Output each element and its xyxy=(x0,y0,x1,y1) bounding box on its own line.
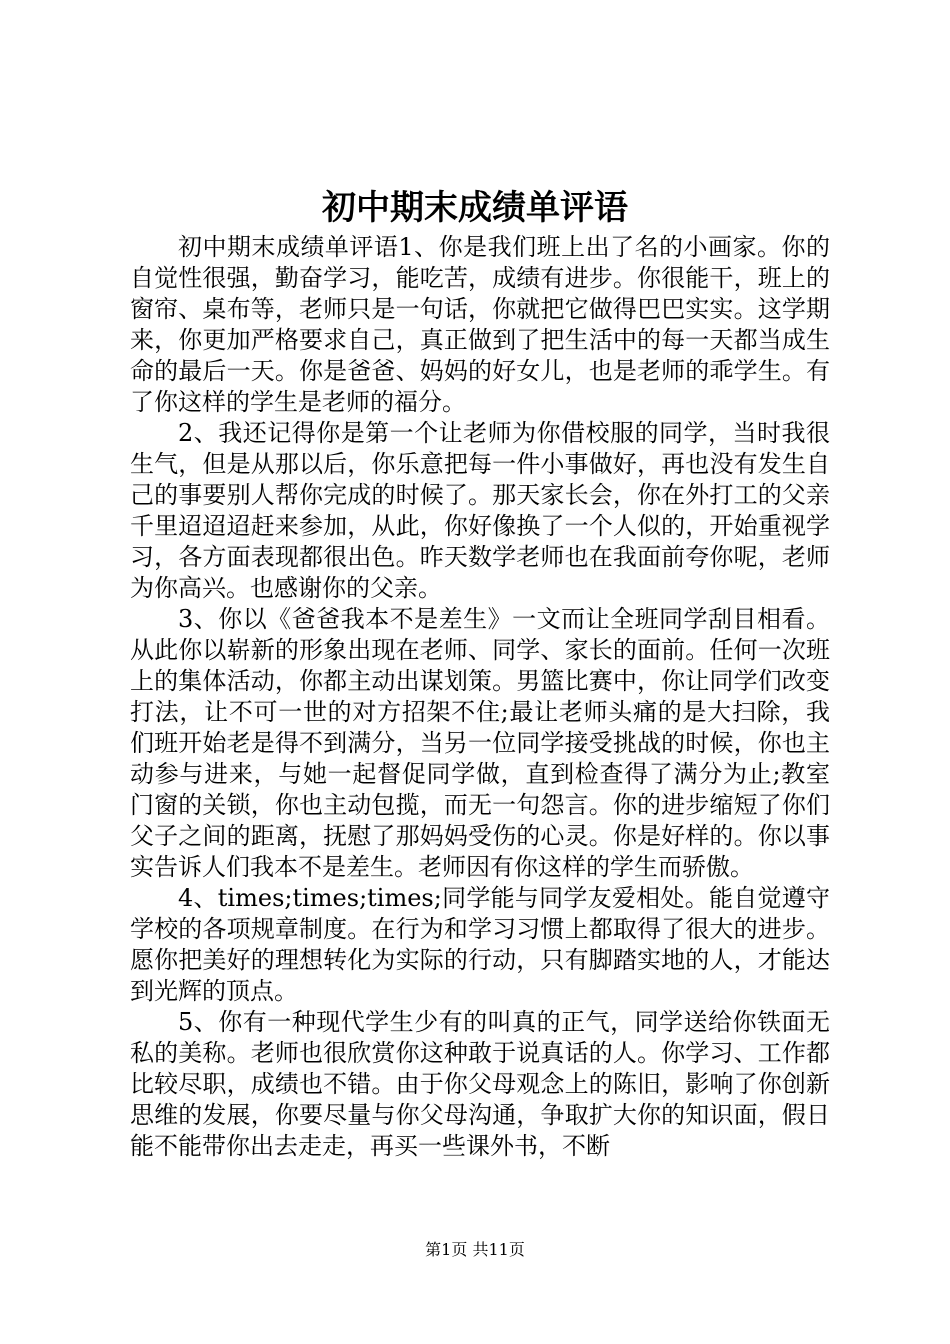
page-total: 共11页 xyxy=(472,1240,525,1259)
paragraph-5: 5、你有一种现代学生少有的叫真的正气，同学送给你铁面无私的美称。老师也很欣赏你这种敢于说真话的人。你学习、工作都比较尽职，成绩也不错。由于你父母观念上的陈旧，影响了你创新思维的发展，你要尽量与你父母沟通，争取扩大你的知识面，假日能不能带你出去走走，再买一些课外书，不断 xyxy=(130,1008,830,1160)
paragraph-4: 4、times;times;times;同学能与同学友爱相处。能自觉遵守学校的各项规章制度。在行为和学习习惯上都取得了很大的进步。愿你把美好的理想转化为实际的行动，只有脚踏实地的人，才能达到光辉的顶点。 xyxy=(130,884,830,1005)
document-title: 初中期末成绩单评语 xyxy=(322,188,628,228)
paragraph-1: 初中期末成绩单评语1、你是我们班上出了名的小画家。你的自觉性很强，勤奋学习，能吃苦，成绩有进步。你很能干，班上的窗帘、桌布等，老师只是一句话，你就把它做得巴巴实实。这学期来，你更加严格要求自己，真正做到了把生活中的每一天都当成生命的最后一天。你是爸爸、妈妈的好女儿，也是老师的乖学生。有了你这样的学生是老师的福分。 xyxy=(130,233,830,416)
paragraph-2: 2、我还记得你是第一个让老师为你借校服的同学，当时我很生气，但是从那以后，你乐意把每一件小事做好，再也没有发生自己的事要别人帮你完成的时候了。那天家长会，你在外打工的父亲千里迢迢迢赶来参加，从此，你好像换了一个人似的，开始重视学习，各方面表现都很出色。昨天数学老师也在我面前夸你呢，老师为你高兴。也感谢你的父亲。 xyxy=(130,419,830,602)
page-footer xyxy=(0,1240,950,1260)
document-body xyxy=(130,232,830,1162)
paragraph-3: 3、你以《爸爸我本不是差生》一文而让全班同学刮目相看。从此你以崭新的形象出现在老师、同学、家长的面前。任何一次班上的集体活动，你都主动出谋划策。男篮比赛中，你让同学们改变打法，让不可一世的对方招架不住;最让老师头痛的是大扫除，我们班开始老是得不到满分，当另一位同学接受挑战的时候，你也主动参与进来，与她一起督促同学做，直到检查得了满分为止;教室门窗的关锁，你也主动包揽，而无一句怨言。你的进步缩短了你们父子之间的距离，抚慰了那妈妈受伤的心灵。你是好样的。你以事实告诉人们我本不是差生。老师因有你这样的学生而骄傲。 xyxy=(130,605,830,881)
page-number: 第1页 xyxy=(425,1240,468,1259)
